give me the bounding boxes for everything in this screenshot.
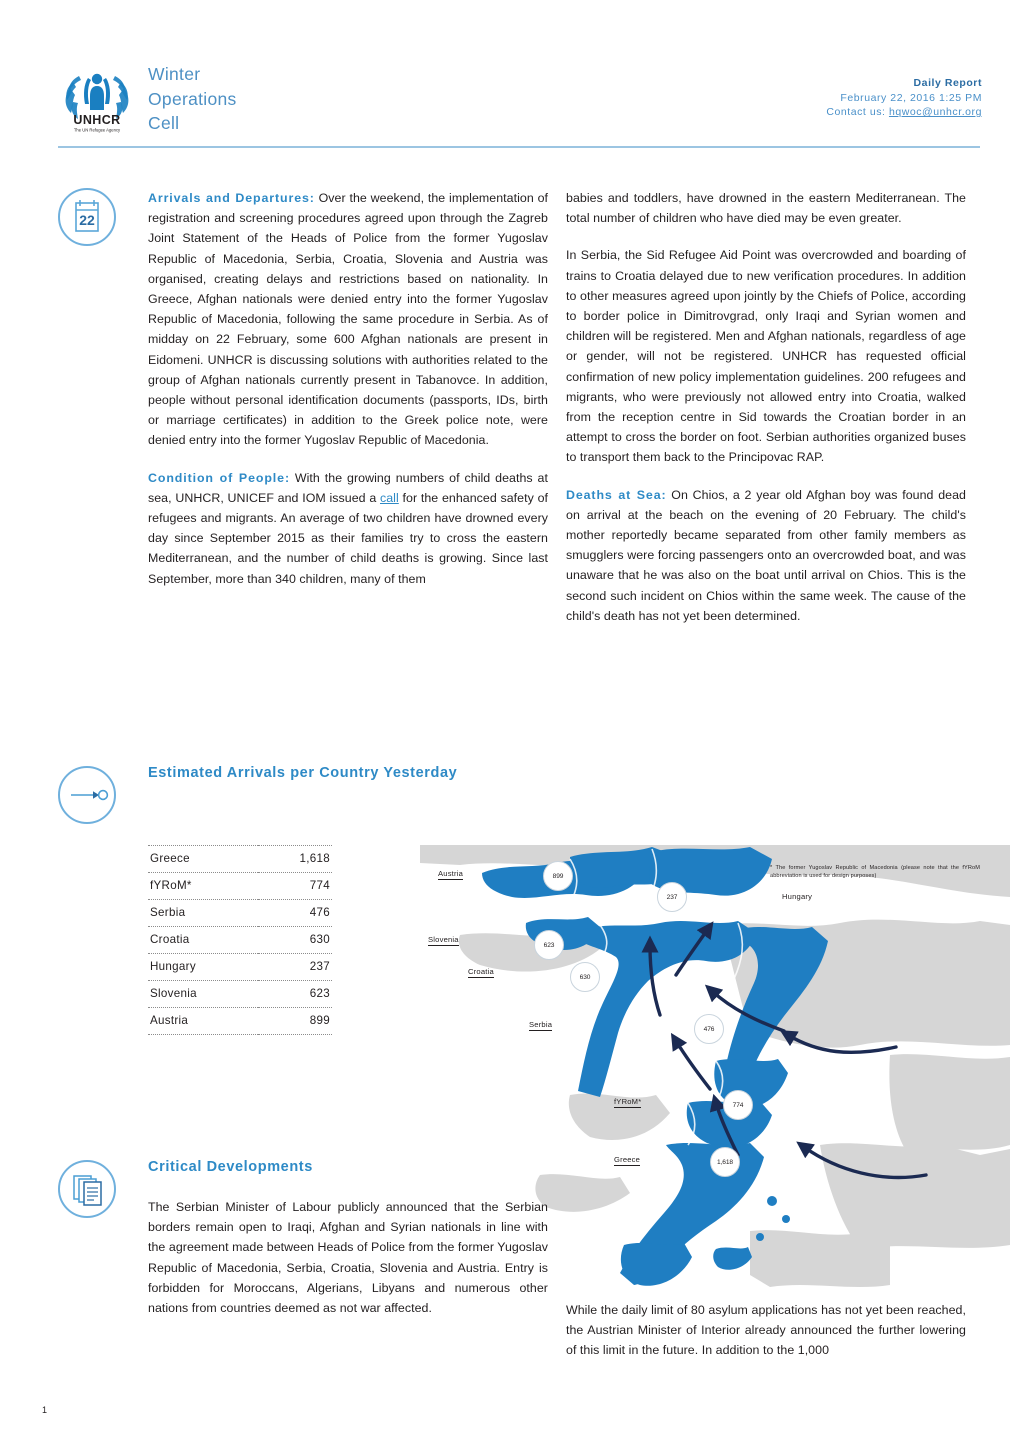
country-name: Serbia	[148, 900, 258, 927]
map-bubble-hungary: 237	[657, 882, 687, 912]
map-bubble-fyrom: 774	[723, 1090, 753, 1120]
country-name: Austria	[148, 1008, 258, 1035]
contact-email-link[interactable]: hqwoc@unhcr.org	[888, 106, 982, 118]
condition-of-people-paragraph	[148, 468, 548, 589]
country-name: Croatia	[148, 927, 258, 954]
critical-developments-body: The Serbian Minister of Labour publicly announced that the Serbian borders remain open to Iraqi, Afghan and Syrian nationals in line with the agreement made between Heads of Police from the former Yugoslav Republic of Macedonia, Serbia, Croatia, Slovenia and Austria. Entry is forbidden for Moroccans, Algerians, Libyans and numerous other nations from countries deemed as not war affected.	[148, 1200, 548, 1316]
report-date: February 22, 2016 1:25 PM	[840, 91, 982, 104]
contact-label: Contact us:	[826, 106, 886, 118]
table-row	[148, 1008, 332, 1035]
map-bubble-greece: 1,618	[710, 1147, 740, 1177]
table-row	[148, 981, 332, 1008]
country-name: Hungary	[148, 954, 258, 981]
country-arrivals: 899	[258, 1008, 332, 1035]
deaths-at-sea-paragraph	[566, 485, 966, 626]
map-label-serbia: Serbia	[529, 1020, 553, 1029]
table-row	[148, 927, 332, 954]
map-label-fyrom: fYRoM*	[614, 1097, 642, 1106]
country-name: Greece	[148, 846, 258, 873]
table-row	[148, 846, 332, 873]
documents-icon	[58, 1160, 116, 1218]
country-arrivals: 623	[258, 981, 332, 1008]
calendar-icon	[58, 188, 116, 246]
left-column-bottom	[148, 1197, 548, 1318]
condition-of-people-body-2: for the enhanced safety of refugees and migrants. An average of two children have drowned every day since September 2015 as their families try to cross the eastern Mediterranean, and the number of child deaths is growing. Since last September, more than 340 children, many of them	[148, 490, 549, 586]
country-arrivals: 1,618	[258, 846, 332, 873]
calendar-day-number: 22	[79, 212, 95, 228]
map-bubble-austria: 899	[543, 861, 573, 891]
arrivals-table	[148, 845, 332, 1035]
right-column-bottom	[566, 1300, 966, 1361]
right-paragraph-1: babies and toddlers, have drowned in the eastern Mediterranean. The total number of children who have died may be even greater.	[566, 191, 966, 226]
table-row	[148, 954, 332, 981]
table-row	[148, 900, 332, 927]
page-number: 1	[42, 1405, 48, 1415]
map-label-slovenia: Slovenia	[428, 935, 459, 944]
report-type-label: Daily Report	[913, 77, 982, 89]
country-arrivals: 476	[258, 900, 332, 927]
svg-text:UNHCR: UNHCR	[73, 113, 121, 127]
country-name: Slovenia	[148, 981, 258, 1008]
country-arrivals: 774	[258, 873, 332, 900]
deaths-at-sea-body: On Chios, a 2 year old Afghan boy was found dead on arrival at the beach on the evening of 20 February. The child's mother reportedly became separated from other family members as smugglers were forcing passengers onto an overcrowded boat, and was unaware that he was also on the boat until arrival on Chios. This is the second such incident on Chios within the same week. The cause of the child's death has not yet been determined.	[566, 487, 966, 623]
right-column-top	[566, 188, 966, 626]
left-column-top	[148, 188, 548, 589]
unhcr-logo	[58, 58, 136, 136]
deaths-at-sea-lead: Deaths at Sea:	[566, 487, 667, 502]
table-row	[148, 873, 332, 900]
header-divider	[58, 146, 980, 148]
map-label-austria: Austria	[438, 869, 464, 878]
contact-line	[826, 105, 982, 120]
condition-of-people-lead: Condition of People:	[148, 470, 290, 485]
arrivals-departures-lead: Arrivals and Departures:	[148, 191, 315, 205]
page-header	[0, 0, 1024, 150]
brand-line-3: Cell	[148, 113, 180, 133]
country-name: fYRoM*	[148, 873, 258, 900]
condition-of-people-body-1: With the growing numbers of child deaths at sea, UNHCR, UNICEF and IOM issued a	[148, 470, 548, 505]
page-title	[148, 62, 237, 136]
svg-text:The UN Refugee Agency: The UN Refugee Agency	[73, 127, 121, 133]
bottom-right-body: While the daily limit of 80 asylum applications has not yet been reached, the Austrian Minister of Interior already announced the further lowering of this limit in the future. In addition to the 1,000	[566, 1303, 966, 1358]
map-label-hungary: Hungary	[782, 892, 813, 901]
map-bubble-croatia: 630	[570, 962, 600, 992]
critical-developments-title: Critical Developments	[148, 1159, 313, 1175]
country-arrivals: 237	[258, 954, 332, 981]
call-link[interactable]: call	[380, 490, 399, 505]
arrow-to-circle-icon	[58, 766, 116, 824]
country-arrivals: 630	[258, 927, 332, 954]
arrivals-departures-body: Over the weekend, the implementation of registration and screening procedures agreed upon through the Zagreb Joint Statement of the Heads of Police from the former Yugoslav Republic of Macedonia, Serbia, Croatia, Slovenia and Austria was organised, creating delays and restrictions based on nationality. In Greece, Afghan nationals were denied entry into the former Yugoslav Republic of Macedonia, following the same procedure in Serbia. As of midday on 22 February, some 600 Afghan nationals are present in Eidomeni. UNHCR is discussing solutions with authorities related to the group of Afghan nationals currently present in Tabanovce. In addition, people without personal identification documents (passports, IDs, birth or marriage certificates) in addition to the Greek police note, were denied entry into the former Yugoslav Republic of Macedonia.	[148, 191, 548, 448]
header-meta	[826, 76, 982, 120]
map-label-croatia: Croatia	[468, 967, 494, 976]
arrivals-section-title: Estimated Arrivals per Country Yesterday	[148, 765, 458, 781]
brand-line-1: Winter	[148, 64, 201, 84]
map-bubble-serbia: 476	[694, 1014, 724, 1044]
arrivals-departures-paragraph	[148, 188, 548, 451]
map-label-greece: Greece	[614, 1155, 641, 1164]
brand-line-2: Operations	[148, 88, 237, 109]
right-paragraph-2: In Serbia, the Sid Refugee Aid Point was overcrowded and boarding of trains to Croatia delayed due to new verification procedures. In addition to other measures agreed upon jointly by the Chiefs of Police, according to border police in Dimitrovgrad, only Iraqi and Syrian women and children will be registered. Men and Afghan nationals, regardless of age or gender, will not be registered. UNHCR has requested official confirmation of new policy implementation guidelines. 200 refugees and migrants, who were previously not allowed entry into Croatia, walked from the reception centre in Sid towards the Croatian border in an attempt to cross the border on foot. Serbian authorities organized buses to transport them back to the Principovac RAP.	[566, 248, 966, 465]
map-footnote: * The former Yugoslav Republic of Macedonia (please note that the fYRoM abbreviation is used for design purposes)	[770, 865, 980, 880]
map-bubble-slovenia: 623	[534, 930, 564, 960]
